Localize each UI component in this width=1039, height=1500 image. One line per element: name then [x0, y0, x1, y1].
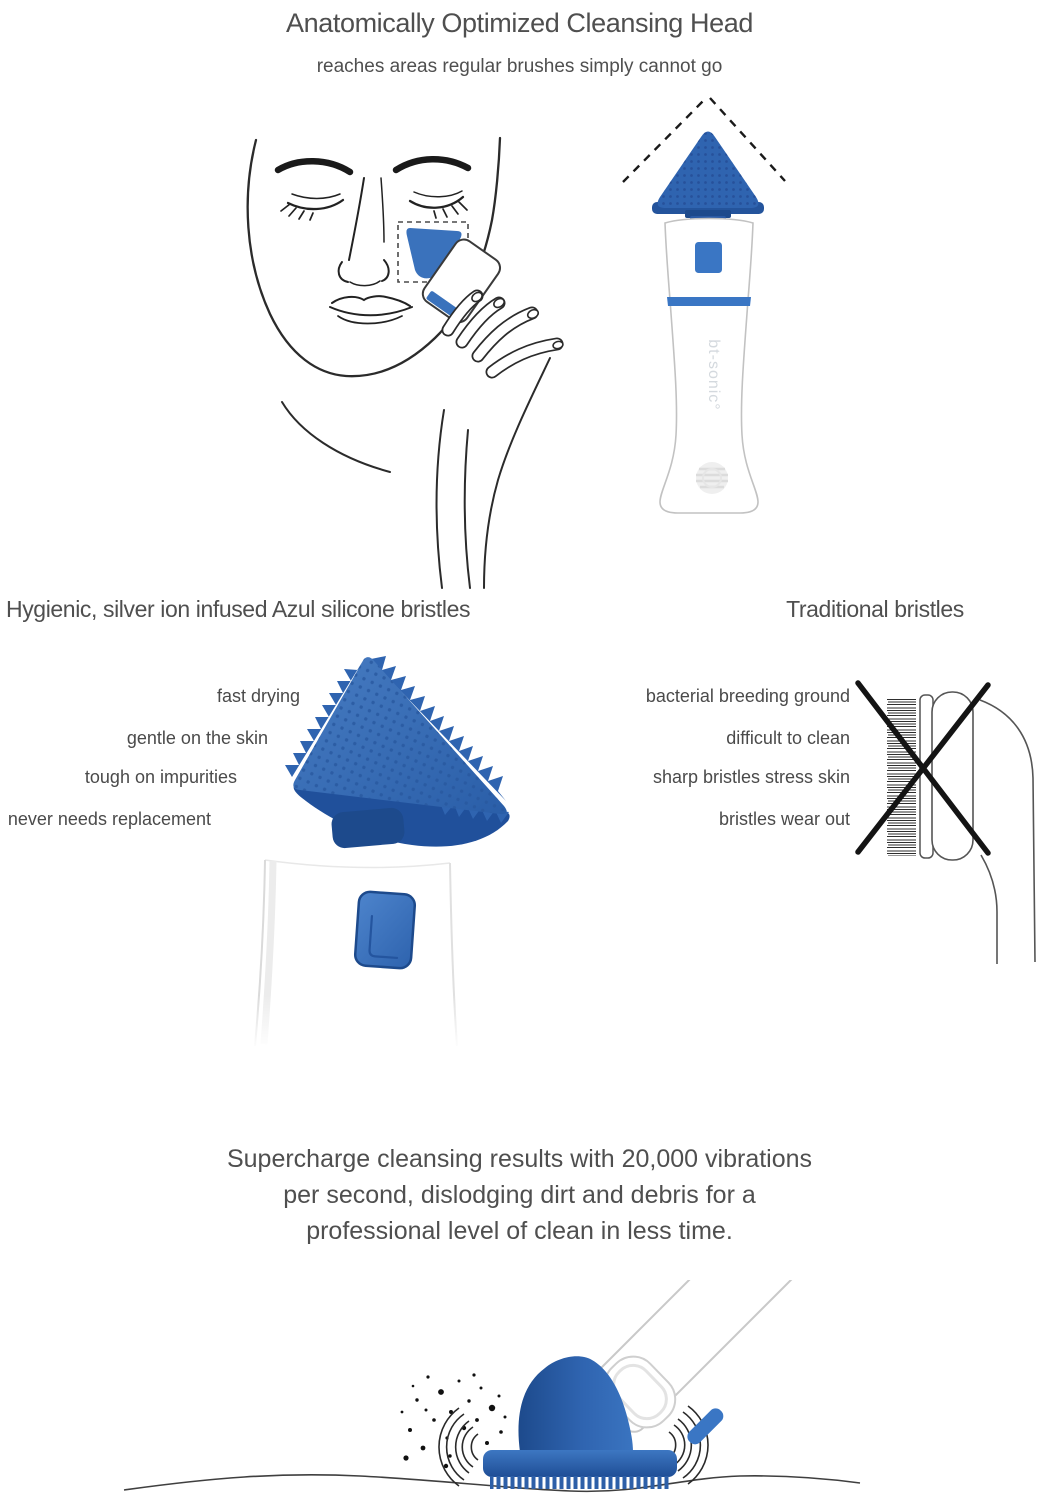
- nose: [339, 178, 389, 286]
- azul-point-tough: tough on impurities: [84, 767, 237, 787]
- azul-brush-illustration: [240, 640, 570, 1050]
- trad-point-wear: bristles wear out: [718, 809, 850, 829]
- vibration-line-2: per second, dislodging dirt and debris for a: [283, 1181, 756, 1209]
- trad-point-clean: difficult to clean: [726, 728, 850, 748]
- vibration-line-3: professional level of clean in less time.: [306, 1217, 733, 1245]
- vibration-waves-left: [439, 1408, 478, 1486]
- device-brand-label: bt-sonic°: [705, 339, 722, 411]
- azul-point-fast-drying: fast drying: [216, 686, 300, 706]
- eyebrows: [278, 159, 468, 172]
- brush-base: [483, 1450, 677, 1477]
- silicone-head: [280, 648, 525, 849]
- power-button: [695, 242, 722, 273]
- vibration-illustration: [110, 1280, 910, 1500]
- vibration-text: [0, 1141, 1039, 1249]
- vibration-line-1: Supercharge cleansing results with 20,000 vibrations: [226, 1145, 813, 1173]
- device-body: [660, 219, 758, 514]
- traditional-heading: Traditional bristles: [786, 596, 964, 622]
- page-title: Anatomically Optimized Cleansing Head: [286, 8, 753, 38]
- azul-point-gentle: gentle on the skin: [126, 728, 268, 748]
- handle-accent: [684, 1405, 726, 1447]
- brush-base-bristles: [490, 1476, 670, 1489]
- page-subtitle: reaches areas regular brushes simply cannot go: [316, 56, 723, 77]
- trad-point-sharp: sharp bristles stress skin: [652, 767, 850, 787]
- device-front-illustration: [590, 88, 820, 520]
- lips: [330, 296, 412, 323]
- traditional-brush: [887, 692, 1035, 964]
- brand-logo-icon: [696, 462, 728, 494]
- closed-eyes: [281, 191, 467, 220]
- trad-point-bacteria: bacterial breeding ground: [645, 686, 850, 706]
- hand: [437, 291, 564, 588]
- azul-power-button: [354, 891, 415, 969]
- traditional-brush-illustration: [840, 640, 1039, 980]
- azul-device-body: [245, 860, 470, 1050]
- azul-heading: Hygienic, silver ion infused Azul silicone bristles: [6, 596, 471, 622]
- body-accent-band: [667, 297, 751, 306]
- head-neck: [331, 807, 406, 849]
- azul-point-replacement: never needs replacement: [7, 809, 211, 829]
- face-illustration: [230, 110, 600, 590]
- triangular-brush-head: [652, 132, 764, 215]
